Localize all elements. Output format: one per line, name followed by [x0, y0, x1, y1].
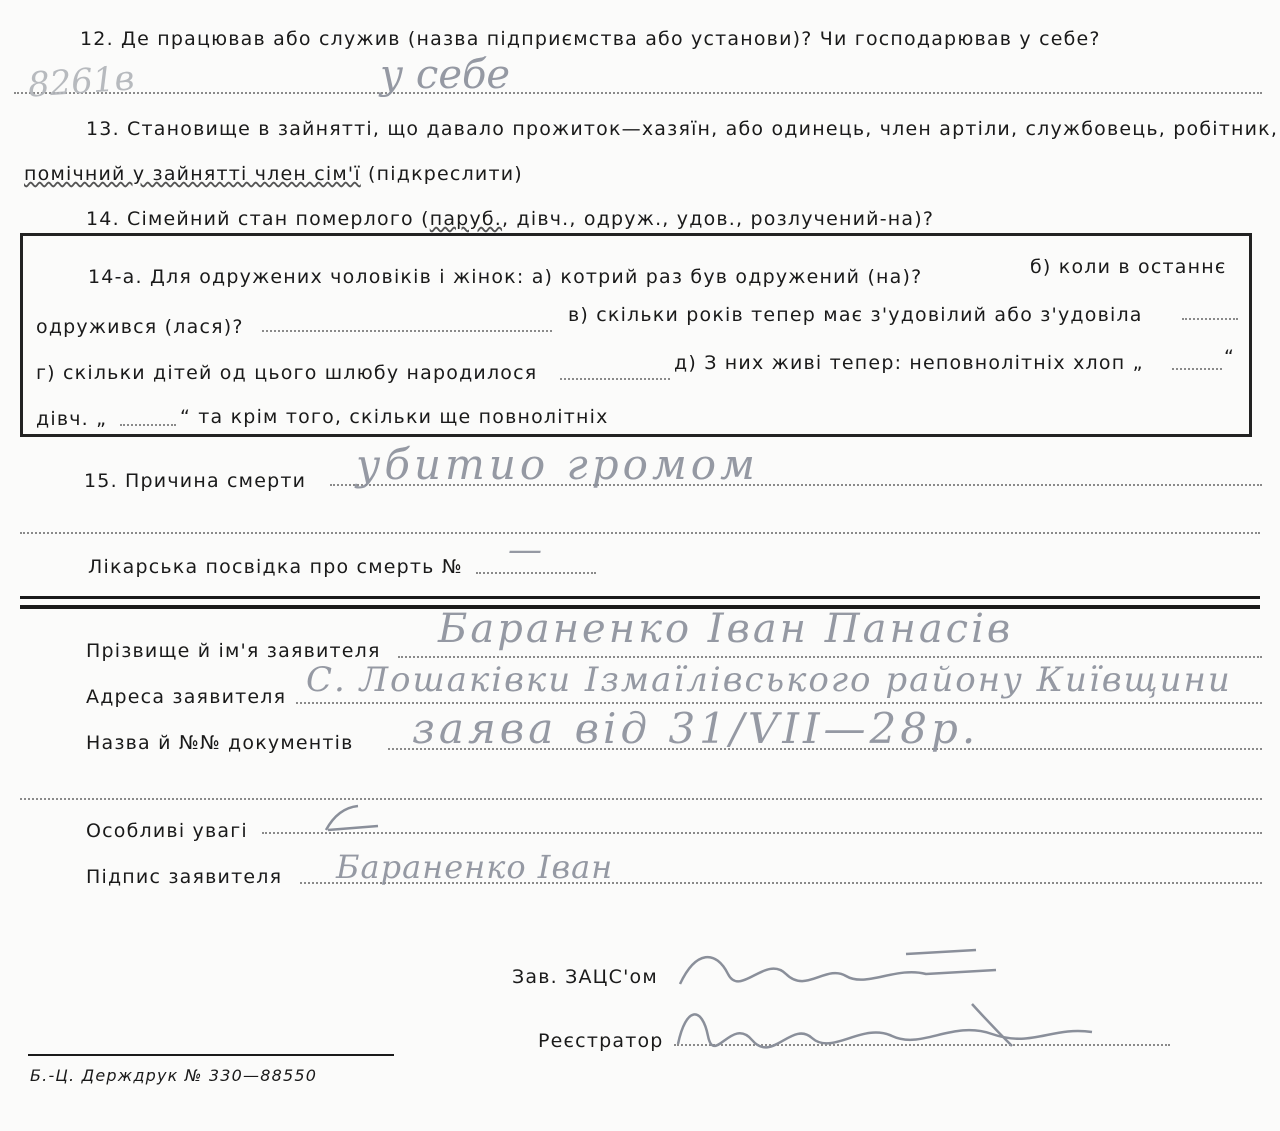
applicant-docs-value: заява від 31/VII—28р. [412, 704, 980, 753]
q15-label: 15. Причина смерти [84, 470, 307, 492]
q14a-line1a: 14-а. Для одружених чоловіків і жінок: а) котрий раз був одружений (на)? [88, 266, 923, 288]
notes-dash-mark [318, 800, 398, 840]
q14a-line4-dots [120, 424, 176, 426]
q13-line2 [24, 163, 523, 185]
applicant-signature-value: Бараненко Іван [336, 848, 614, 886]
head-label: Зав. ЗАЦС'ом [512, 966, 658, 988]
q14-pre: 14. Сімейний стан померлого ( [86, 208, 430, 230]
q14a-line3c: “ [1224, 346, 1236, 368]
q14a-line3-dots [560, 378, 670, 380]
q12-answer-line [14, 92, 1262, 94]
applicant-name-value: Бараненко Іван Панасів [438, 606, 1014, 652]
head-signature [676, 944, 1006, 994]
applicant-docs-label: Назва й №№ документів [86, 732, 354, 754]
applicant-notes-label: Особливі увагі [86, 820, 248, 842]
stamp-number: 8261в [26, 58, 136, 106]
q14-line [86, 208, 934, 230]
footer-rule [28, 1054, 394, 1056]
q14a-line4a: дівч. „ [36, 408, 108, 430]
q13-line1: 13. Становище в зайнятті, що давало прожиток—хазяїн, або одинець, член артіли, службовець, робітник, [86, 118, 1279, 140]
q14a-line3a: г) скільки дітей од цього шлюбу народилося [36, 362, 538, 384]
registrar-label: Реєстратор [538, 1030, 664, 1052]
registrar-signature [672, 996, 1112, 1056]
q15-extra-line [20, 532, 1260, 534]
applicant-address-label: Адреса заявителя [86, 686, 287, 708]
printer-imprint: Б.-Ц. Держдрук № 330—88550 [30, 1066, 318, 1085]
applicant-name-label: Прізвище й ім'я заявителя [86, 640, 381, 662]
q15-answer: убитио громом [356, 440, 759, 489]
q12-label: 12. Де працював або служив (назва підприємства або установи)? Чи господарював у себе? [80, 28, 1101, 50]
q14a-line4b: “ та крім того, скільки ще повнолітніх [180, 406, 609, 428]
q14a-line2b: в) скільки років тепер має з'удовілий або з'удовіла [568, 304, 1143, 326]
q13-selected-option: помічний у зайнятті член сім'ї [24, 163, 361, 185]
q14-selected-option: паруб. [429, 208, 503, 230]
applicant-signature-label: Підпис заявителя [86, 866, 283, 888]
q14a-line1b: б) коли в останнє [1030, 256, 1227, 278]
q13-line2-rest: (підкреслити) [360, 163, 523, 185]
medical-answer: — [508, 530, 542, 570]
q14-post: , дівч., одруж., удов., розлучений-на)? [502, 208, 935, 230]
applicant-address-value: С. Лошаківки Ізмаїлівського району Київщини [306, 660, 1232, 700]
q14a-line2a: одружився (лася)? [36, 316, 244, 338]
medical-label: Лікарська посвідка про смерть № [88, 556, 463, 578]
q14a-line2-dots-end [1182, 318, 1238, 320]
applicant-extra-line [20, 798, 1262, 800]
section-divider-top [20, 596, 1260, 599]
q14a-line2-dots [262, 330, 552, 332]
q14a-line3-dots-end [1172, 368, 1222, 370]
applicant-name-line [398, 656, 1262, 658]
medical-line [476, 572, 596, 574]
q14a-line3b: д) З них живі тепер: неповнолітніх хлоп „ [674, 352, 1144, 374]
applicant-notes-line [262, 832, 1262, 834]
q12-answer: у себе [380, 52, 511, 98]
